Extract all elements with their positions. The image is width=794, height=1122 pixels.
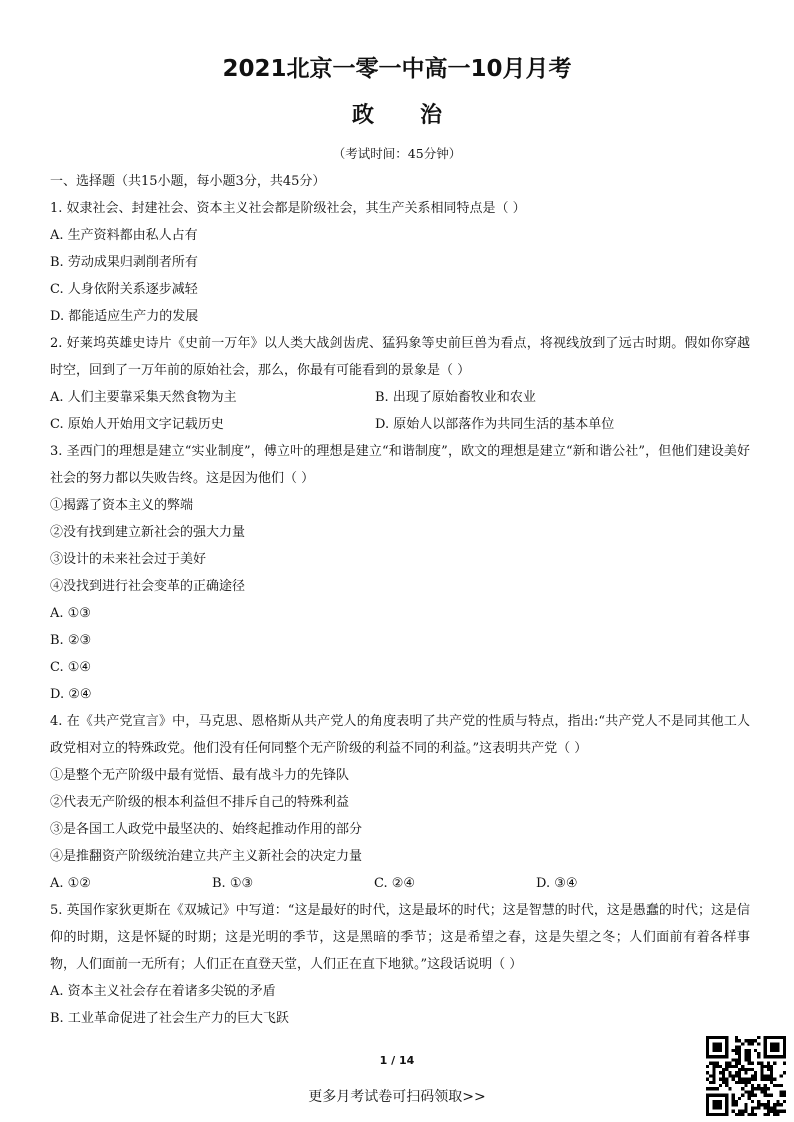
question-1-stem: 1. 奴隶社会、封建社会、资本主义社会都是阶级社会，其生产关系相同特点是（ ） [50,201,526,216]
question-2-option-b: B. 出现了原始畜牧业和农业 [375,390,536,405]
question-2-option-c: C. 原始人开始用文字记载历史 [50,417,224,432]
question-4-option-c: C. ②④ [374,876,416,891]
question-1-option-a: A. 生产资料都由私人占有 [50,228,198,243]
question-4-option-d: D. ③④ [536,876,578,891]
exam-content [50,168,750,1032]
question-5-stem: 5. 英国作家狄更斯在《双城记》中写道：“这是最好的时代，这是最坏的时代；这是智慧的时代，这是愚蠢的时代；这是信仰的时期，这是怀疑的时期；这是光明的季节，这是黑暗的季节；这是希望之春，这是失望之冬；人们面前有着各样事物，人们面前一无所有；人们正在直登天堂，人们正在直下地狱。”这段话说明（ ） [50,903,750,972]
question-5-option-b: B. 工业革命促进了社会生产力的巨大飞跃 [50,1011,289,1026]
exam-time: （考试时间：45分钟） [332,146,462,161]
question-4-option-b: B. ①③ [212,876,254,891]
question-1-option-b: B. 劳动成果归剥削者所有 [50,255,198,270]
question-4-statement-1: ①是整个无产阶级中最有觉悟、最有战斗力的先锋队 [50,768,350,783]
page-title: 2021北京一零一中高一10月月考 [222,56,572,82]
question-3-option-b: B. ②③ [50,633,92,648]
section-heading: 一、选择题（共15小题，每小题3分，共45分） [50,174,326,189]
question-3-option-d: D. ②④ [50,687,92,702]
question-4-statement-4: ④是推翻资产阶级统治建立共产主义新社会的决定力量 [50,849,363,864]
question-3-statement-3: ③设计的未来社会过于美好 [50,552,207,567]
question-3-stem: 3. 圣西门的理想是建立“实业制度”，傅立叶的理想是建立“和谐制度”，欧文的理想是建立“新和谐公社”，但他们建设美好社会的努力都以失败告终。这是因为他们（ ） [50,444,750,486]
question-3-option-a: A. ①③ [50,606,91,621]
question-4-stem: 4. 在《共产党宣言》中，马克思、恩格斯从共产党人的角度表明了共产党的性质与特点，指出:“共产党人不是同其他工人政党相对立的特殊政党。他们没有任何同整个无产阶级的利益不同的利益。”这表明共产党（ ） [50,714,750,756]
question-2-option-a: A. 人们主要靠采集天然食物为主 [50,390,237,405]
question-3-statement-4: ④没找到进行社会变革的正确途径 [50,579,246,594]
question-1-option-c: C. 人身依附关系逐步减轻 [50,282,198,297]
subject-title: 政治 [351,102,488,128]
question-3-statement-2: ②没有找到建立新社会的强大力量 [50,525,246,540]
question-2-options-row-2 [50,411,750,438]
question-4-option-a: A. ①② [50,876,91,891]
page-number: 1 / 14 [379,1054,415,1067]
question-5-option-a: A. 资本主义社会存在着诸多尖锐的矛盾 [50,984,276,999]
qr-code-icon[interactable] [706,1036,786,1116]
question-2-option-d: D. 原始人以部落作为共同生活的基本单位 [375,417,615,432]
question-2-stem: 2. 好莱坞英雄史诗片《史前一万年》以人类大战剑齿虎、猛犸象等史前巨兽为看点，将视线放到了远古时期。假如你穿越时空，回到了一万年前的原始社会，那么，你最有可能看到的景象是（ ） [50,336,750,378]
question-3-statement-1: ①揭露了资本主义的弊端 [50,498,194,513]
question-1-option-d: D. 都能适应生产力的发展 [50,309,199,324]
question-4-statement-2: ②代表无产阶级的根本利益但不排斥自己的特殊利益 [50,795,350,810]
question-3-option-c: C. ①④ [50,660,92,675]
question-2-options-row-1 [50,384,750,411]
footer-link[interactable]: 更多月考试卷可扫码领取>> [308,1089,486,1105]
question-4-options-row [50,870,750,897]
question-4-statement-3: ③是各国工人政党中最坚决的、始终起推动作用的部分 [50,822,363,837]
